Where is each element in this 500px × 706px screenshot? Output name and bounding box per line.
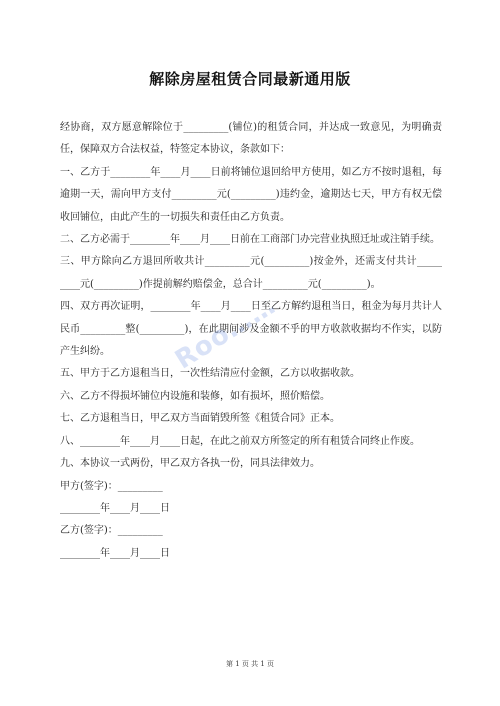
watermark: Roo…… — [170, 290, 282, 376]
party-a-date: ________年____月____日 — [60, 502, 170, 514]
clause-6: 六、乙方不得损坏铺位内设施和装修，如有损坏，照价赔偿。 — [60, 390, 330, 402]
intro-paragraph: 经协商，双方愿意解除位于_________(铺位)的租赁合同，并达成一致意见，为明确责任，保障双方合法权益，特签定本协议，条款如下： — [60, 122, 442, 156]
party-a-signature: 甲方(签字)：_________ — [60, 480, 163, 492]
clause-1: 一、乙方于________年____月____日前将铺位退回给甲方使用，如乙方不按时退租，每逾期一天，需向甲方支付_________元(_________)违约金，逾期达七天，甲方有权无偿收回铺位，由此产生的一切损失和责任由乙方负责。 — [60, 166, 442, 223]
document-title: 解除房屋租赁合同最新通用版 — [149, 70, 351, 88]
clause-9: 九、本协议一式两份，甲乙双方各执一份，同具法律效力。 — [60, 458, 320, 470]
clause-5: 五、甲方于乙方退租当日，一次性结清应付金额，乙方以收据收款。 — [60, 368, 360, 380]
document-body — [60, 117, 442, 565]
clause-2: 二、乙方必需于________年____月____日前在工商部门办完营业执照迁址或注销手续。 — [60, 234, 440, 246]
clause-3: 三、甲方除向乙方退回所收共计_________元(_________)按金外，还需支付共计_____ ____元(_________)作提前解约赔偿金，总合计_________元(_________)。 — [60, 256, 442, 290]
party-b-date: ________年____月____日 — [60, 547, 170, 559]
clause-8: 八、________年____月____日起，在此之前双方所签定的所有租赁合同终止作废。 — [60, 435, 420, 447]
clause-7: 七、乙方退租当日，甲乙双方当面销毁所签《租赁合同》正本。 — [60, 413, 340, 425]
party-b-signature: 乙方(签字)：_________ — [60, 525, 163, 537]
clause-4: 四、双方再次证明，________年____月____日至乙方解约退租当日，租金为每月共计人民币_________整(_________)，在此期间涉及金额不乎的甲方收款收据均不作实，以防产生纠纷。 — [60, 301, 442, 358]
page-footer: 第 1 页 共 1 页 — [225, 660, 275, 668]
